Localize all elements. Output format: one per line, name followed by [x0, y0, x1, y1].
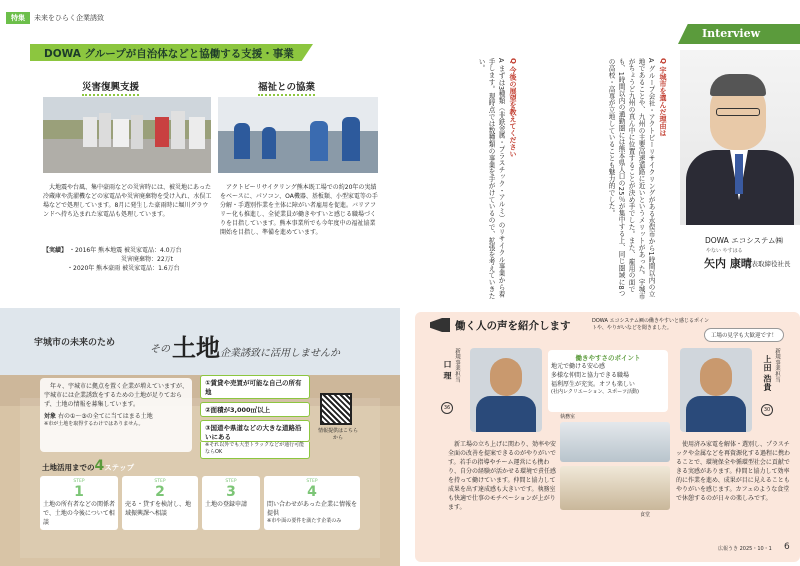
target-line — [44, 412, 188, 421]
flow-title-a: 土地活用までの — [42, 463, 95, 472]
target-note: ※市が土地を取得するわけではありません。 — [44, 421, 144, 427]
right-worker-name: 上田 浩貴 — [763, 355, 772, 392]
record-2: 災害廃棄物：22万t — [121, 256, 173, 263]
right-worker-age: 30 — [761, 404, 773, 416]
welfare-heading: 福祉との協業 — [258, 79, 315, 96]
left-worker-text: 新工場の立ち上げに関わり、効率や安全面の改善を提案できるのがやりがいです。若手の指導やチーム運営にも携わり、自分の経験が活かせる環境で責任感を持って働けています。仲間と協力して成果を出す達成感も大きいです。執務室も快適で仕事のモチベーションが上がります。 — [448, 441, 557, 511]
right-worker-photo — [680, 348, 752, 432]
step-3-tag: STEP — [225, 479, 237, 484]
flow-title — [42, 458, 134, 474]
points-note: (社内レクリエーション、スポーツ活動) — [551, 389, 639, 395]
interview-tag-text: Interview — [702, 27, 761, 40]
footer-page: 6 — [784, 542, 790, 552]
step-1-tag: STEP — [73, 479, 85, 484]
interview-portrait — [680, 50, 800, 225]
interview-name-ruby: やない やすはる — [706, 248, 743, 254]
record-3: ・2020年 熊本豪雨 被災家電品：1.6万台 — [67, 265, 180, 272]
condition-note: ※それ以外でも大型トラックなどが通行可能ならOK — [200, 442, 310, 459]
points-title: 働きやすさのポイント — [575, 354, 641, 362]
office-photo — [560, 422, 670, 462]
flow-title-b: 4 — [94, 458, 105, 474]
land-tagline: 宇城市の未来のため — [34, 338, 116, 348]
q1-heading: Q 宇城市を選んだ理由は — [659, 58, 667, 137]
disaster-heading: 災害復興支援 — [82, 79, 139, 96]
photo-label-cafeteria: 食堂 — [640, 512, 651, 518]
target-label: 対象 — [44, 413, 57, 420]
qr-code[interactable] — [320, 393, 352, 425]
points-box — [548, 350, 668, 412]
condition-3: ③国道や県道などの大きな道路沿いにある — [200, 420, 310, 442]
step-3-text: 土地の登録申請 — [205, 501, 248, 508]
photo-label-office: 執務室 — [560, 414, 576, 420]
interview-position: 代表取締役社長 — [745, 260, 791, 268]
header-title: 未来をひらく企業誘致 — [34, 14, 104, 22]
right-worker-role: 新規事業担当 — [774, 348, 780, 383]
step-2-tag: STEP — [154, 479, 166, 484]
point-3: 福利厚生が充実。オフも楽しい — [551, 381, 635, 388]
step-4-note: ※市や面の要件を満たす企業のみ — [267, 518, 342, 524]
step-3 — [202, 476, 260, 530]
left-worker-photo — [470, 348, 542, 432]
footer-label: 広報うき 2025・10・1 — [718, 546, 772, 552]
step-3-no: 3 — [226, 484, 236, 500]
a2-text: A まずは3種類（非鉄金属・プラスチック・アルミ）のリサイクル事業から着手します。現時点では数種類の事業を手がけているので、拡張を考えていきたい。 — [477, 58, 505, 300]
step-2-text: 売る・貸すを検討し、地域振興課へ相談 — [125, 501, 192, 517]
section-banner-text: DOWA グループが自治体などと協働する支援・事業 — [44, 48, 294, 60]
disaster-records — [43, 246, 218, 273]
header-tag: 特集 — [6, 12, 30, 24]
land-title-main: 土地 — [172, 334, 220, 362]
step-4-no: 4 — [307, 484, 317, 500]
record-1: ・2016年 熊本地震 被災家電品：4.0万台 — [68, 247, 182, 254]
intro-text: 年々、宇城市に拠点を置く企業が増えていますが、宇城市には企業誘致をするための土地が足りておらず、土地の情報を募集しています。 — [44, 383, 189, 408]
step-1 — [40, 476, 118, 530]
condition-1: ①賃貸や売買が可能な自己の所有地 — [200, 375, 310, 399]
left-worker-age: 36 — [441, 402, 453, 414]
point-1: 地元で働ける安心感 — [551, 363, 606, 370]
record-label: 【実績】 — [43, 247, 68, 254]
interview-company: DOWA エコシステム㈱ — [705, 236, 783, 245]
voices-bubble: 工場の見学も大歓迎です！ — [704, 328, 784, 342]
disaster-photo — [43, 97, 211, 173]
welfare-body: アクトビーリサイクリング熊本既工場での約20年の実績をベースに、パソコン、OA機器、基板類、小型家電等の手分解・手選別作業を主体に障がい者雇用を促進。バリアフリー化も推進し、全従業員が働きやすいと感じる職場づくりを目指しています。熊本事業所でも今年度中の福祉協業開始を目指し、準備を進めています。 — [220, 184, 378, 236]
step-4-tag: STEP — [306, 479, 318, 484]
target-text: 右の①～③の全てに当てはまる土地 — [57, 413, 153, 420]
welfare-photo — [218, 97, 378, 173]
cafeteria-photo — [560, 466, 670, 510]
step-1-text: 土地の所有者などの関係者で、土地の今後について相談 — [43, 501, 116, 526]
step-1-no: 1 — [74, 484, 84, 500]
interview-name: 矢内 康晴 — [704, 257, 752, 270]
conditions-box — [200, 375, 310, 457]
step-4 — [264, 476, 360, 530]
land-title-pre: その — [150, 344, 170, 355]
a1-text: A グループ会社・アクトビーリサイクリングがある水俣市から1時間以内の立地であることや、九州の主要高速道路に近いというメリットがあった。宇城市がちょうど九州の真ん中に位置することが決め手でした。また、雇用の面でも、1時間以内の通勤圏には熊本県人口の25％が集中する上、同じ圏域に8つの高校・高専が立地していることも魅力的でした。 — [607, 58, 655, 300]
right-worker-text: 使用済み家電を解体・選別し、プラスチックや金属などを再資源化する過程に携わることで、環境保全や循環型社会に貢献できる実感があります。仲間と協力して効率的に作業を進め、成果が目に見えることもやりがいを感じます。カフェのような食堂で休憩するのが日々の楽しみです。 — [676, 441, 791, 502]
condition-2: ②面積が3,000㎡以上 — [200, 402, 310, 417]
flow-title-c: ステップ — [104, 463, 135, 472]
left-worker-role: 新規事業担当 — [454, 348, 460, 383]
left-worker-name: 口 理 — [443, 360, 452, 380]
step-2 — [122, 476, 198, 530]
q2-heading: Q 今後の展望を教えてください — [509, 58, 517, 158]
voices-title: 働く人の声を紹介します — [455, 320, 571, 332]
step-4-text: 問い合わせがあった企業に情報を提供 — [267, 501, 357, 517]
point-2: 多様な仲間と協力できる職場 — [551, 372, 630, 379]
disaster-body: 大地震や台風、集中豪雨などの災害時には、被災地にあった冷蔵庫や洗濯機などの家電品や災害廃棄物を受け入れ、水俣工場などで処理しています。8月に発生した豪雨時に堀川グラウンドへ持ち込まれた家電品も処理しています。 — [43, 184, 212, 218]
step-2-no: 2 — [155, 484, 165, 500]
qr-caption: 情報提供はこちらから — [318, 428, 359, 441]
land-title-post: 企業誘致に活用しませんか — [220, 348, 340, 359]
intro-box — [40, 378, 192, 452]
voices-subtitle: DOWA エコシステム㈱の働きやすいと感じるポイントや、やりがいなどを聞きました。 — [592, 318, 709, 331]
